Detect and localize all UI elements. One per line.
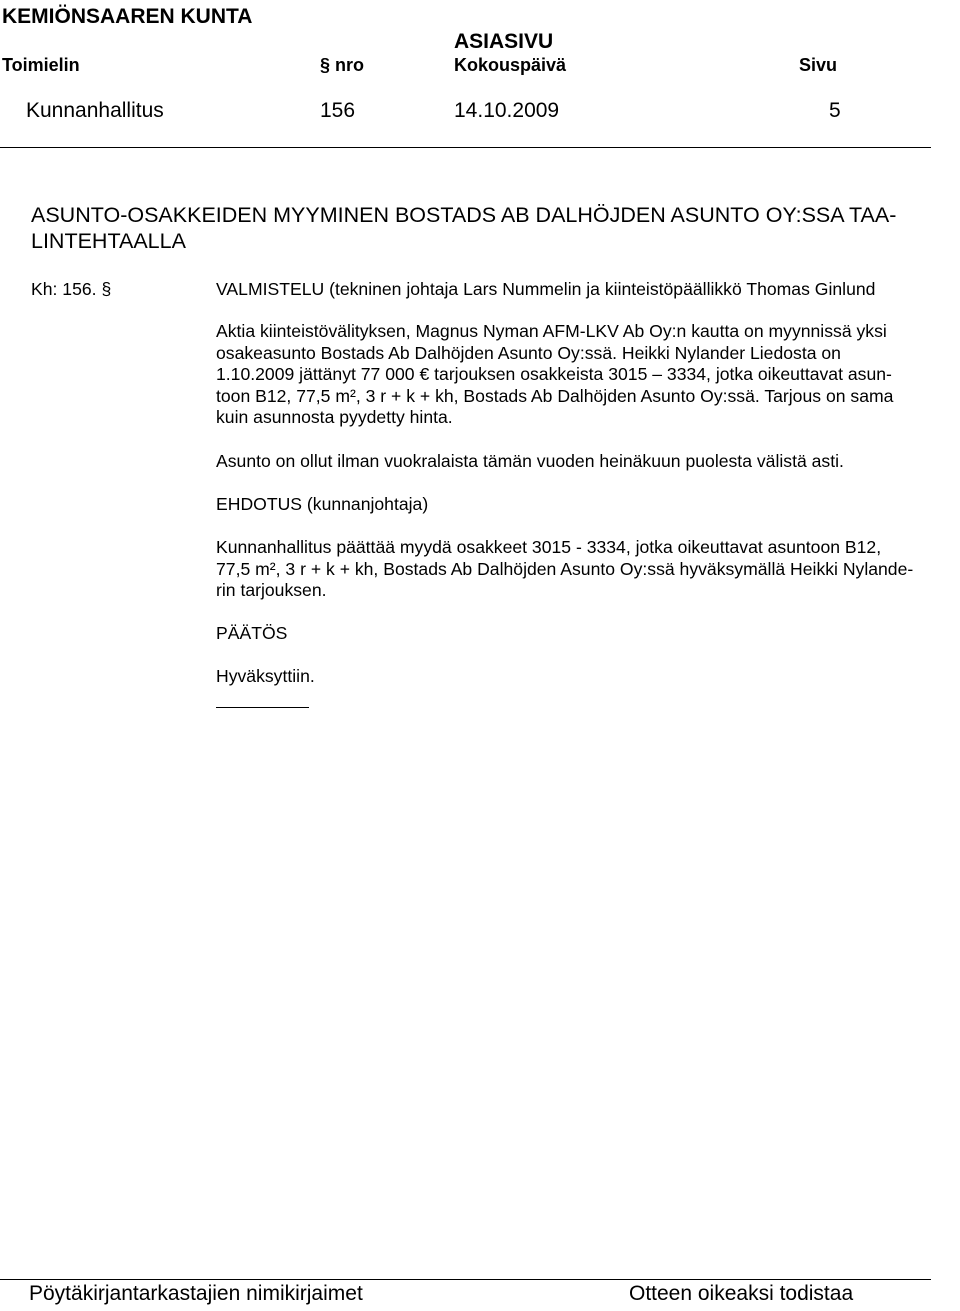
- item-ref-text: Kh: 156.: [31, 279, 97, 299]
- label-date: Kokouspäivä: [454, 55, 567, 75]
- value-date: 14.10.2009: [454, 99, 560, 122]
- item-reference: [31, 279, 111, 301]
- paragraph-line: Aktia kiinteistövälityksen, Magnus Nyman AFM-LKV Ab Oy:n kautta on myynnissä yksi: [216, 321, 887, 341]
- label-nro: [320, 55, 364, 76]
- preparation-line: VALMISTELU (tekninen johtaja Lars Nummelin ja kiinteistöpäällikkö Thomas Ginlund: [216, 279, 876, 299]
- document-type: ASIASIVU: [454, 30, 554, 53]
- header-divider: [0, 147, 931, 148]
- proposal-line: 77,5 m², 3 r + k + kh, Bostads Ab Dalhöjden Asunto Oy:ssä hyväksymällä Heikki Nylande-: [216, 558, 914, 579]
- paragraph-vacancy: Asunto on ollut ilman vuokralaista tämän vuoden heinäkuun puolesta välistä asti.: [216, 451, 844, 471]
- item-title-line1: ASUNTO-OSAKKEIDEN MYYMINEN BOSTADS AB DALHÖJDEN ASUNTO OY:SSA TAA-: [31, 203, 897, 227]
- value-nro: 156: [320, 99, 356, 122]
- value-page: 5: [829, 99, 841, 122]
- paragraph-offer: [216, 321, 893, 429]
- value-body: Kunnanhallitus: [26, 99, 164, 122]
- proposal-line: Kunnanhallitus päättää myydä osakkeet 3015 - 3334, jotka oikeuttavat asuntoon B12,: [216, 537, 882, 557]
- section-mark-icon: §: [320, 55, 331, 75]
- decision-text: Hyväksyttiin.: [216, 666, 315, 686]
- decision-heading: PÄÄTÖS: [216, 623, 288, 643]
- label-page: Sivu: [799, 55, 838, 75]
- paragraph-line: kuin asunnosta pyydetty hinta.: [216, 407, 453, 427]
- label-nro-text: nro: [335, 55, 365, 75]
- footer-initials-label: Pöytäkirjantarkastajien nimikirjaimet: [29, 1282, 363, 1305]
- item-title-line2: LINTEHTAALLA: [31, 229, 186, 253]
- footer-certification-label: Otteen oikeaksi todistaa: [629, 1282, 854, 1305]
- item-section-mark: §: [101, 279, 112, 299]
- proposal-heading: EHDOTUS (kunnanjohtaja): [216, 494, 429, 514]
- paragraph-line: 1.10.2009 jättänyt 77 000 € tarjouksen osakkeista 3015 – 3334, jotka oikeuttavat asun-: [216, 364, 892, 384]
- end-of-item-rule: [216, 707, 309, 708]
- proposal-text: [216, 537, 913, 602]
- footer-divider: [0, 1279, 931, 1280]
- paragraph-line: toon B12, 77,5 m², 3 r + k + kh, Bostads Ab Dalhöjden Asunto Oy:ssä. Tarjous on sama: [216, 385, 894, 406]
- proposal-line: rin tarjouksen.: [216, 580, 327, 600]
- paragraph-line: osakeasunto Bostads Ab Dalhöjden Asunto Oy:ssä. Heikki Nylander Liedosta on: [216, 342, 841, 363]
- label-body: Toimielin: [2, 55, 80, 75]
- organization-name: KEMIÖNSAAREN KUNTA: [2, 5, 253, 28]
